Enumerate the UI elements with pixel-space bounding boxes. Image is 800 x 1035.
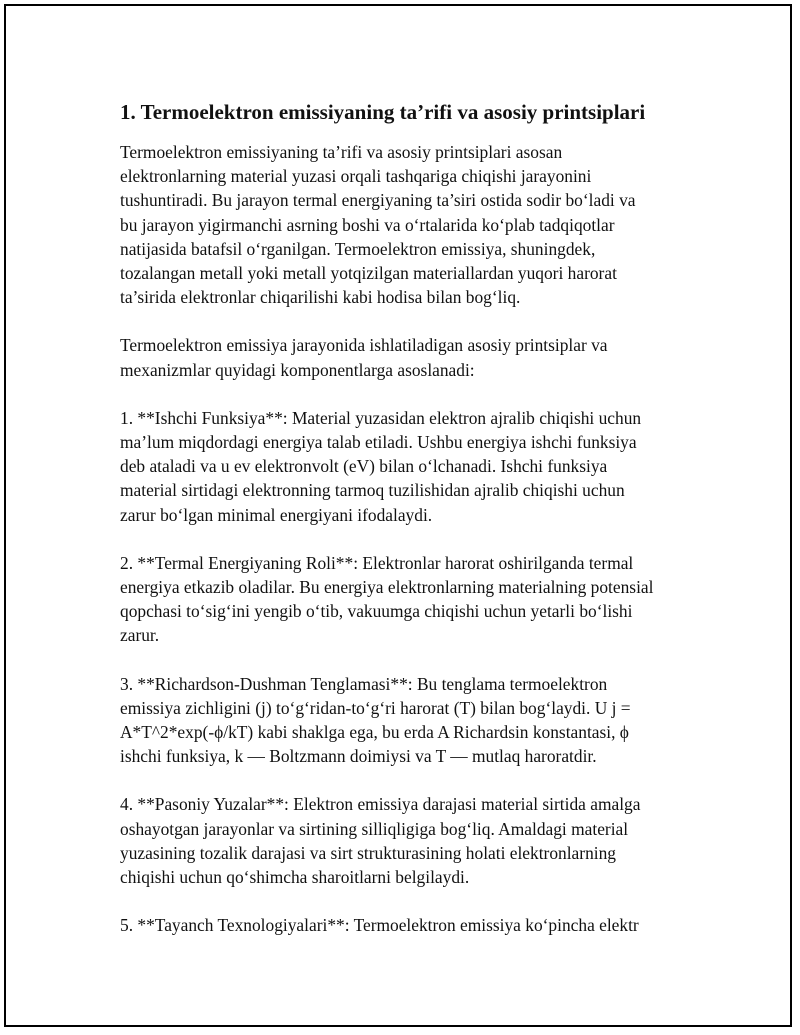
paragraph-principles-intro: [120, 333, 700, 381]
text-line: A*T^2*exp(-ϕ/kT) kabi shaklga ega, bu erda A Richardsin konstantasi, ϕ: [120, 722, 629, 743]
text-line: energiya etkazib oladilar. Bu energiya elektronlarning materialning potensial: [120, 577, 654, 598]
text-line: 1. **Ishchi Funksiya**: Material yuzasidan elektron ajralib chiqishi uchun: [120, 407, 642, 428]
paragraph-surfaces: [120, 792, 700, 889]
text-line: ishchi funksiya, k — Boltzmann doimiysi va T — mutlaq haroratdir.: [120, 746, 597, 767]
text-line: 4. **Pasoniy Yuzalar**: Elektron emissiya darajasi material sirtida amalga: [120, 794, 641, 815]
paragraph-thermal-energy: [120, 551, 700, 648]
paragraph-intro: [120, 140, 700, 309]
text-line: zarur bo‘lgan minimal energiyani ifodalaydi.: [120, 504, 433, 525]
text-line: tushuntiradi. Bu jarayon termal energiyaning ta’siri ostida sodir bo‘ladi va: [120, 190, 636, 211]
text-line: qopchasi to‘sig‘ini yengib o‘tib, vakuumga chiqishi uchun yetarli bo‘lishi: [120, 601, 633, 622]
text-line: ta’sirida elektronlar chiqarilishi kabi hodisa bilan bog‘liq.: [120, 287, 521, 308]
paragraph-richardson-dushman: [120, 672, 700, 769]
text-line: yuzasining tozalik darajasi va sirt strukturasining holati elektronlarning: [120, 842, 616, 863]
text-line: emissiya zichligini (j) to‘g‘ridan-to‘g‘ri harorat (T) bilan bog‘laydi. U j =: [120, 697, 631, 718]
text-line: Termoelektron emissiya jarayonida ishlatiladigan asosiy printsiplar va: [120, 335, 608, 356]
page-frame: [4, 4, 792, 1027]
text-line: deb ataladi va u ev elektronvolt (eV) bilan o‘lchanadi. Ishchi funksiya: [120, 456, 608, 477]
text-line: 5. **Tayanch Texnologiyalari**: Termoelektron emissiya ko‘pincha elektr: [120, 915, 639, 936]
text-line: Termoelektron emissiyaning ta’rifi va asosiy printsiplari asosan: [120, 142, 563, 162]
text-line: zarur.: [120, 625, 160, 646]
document-title: 1. Termoelektron emissiyaning ta’rifi va asosiy printsiplari: [120, 100, 646, 124]
text-line: material sirtidagi elektronning tarmoq tuzilishidan ajralib chiqishi uchun: [120, 480, 625, 501]
text-line: ma’lum miqdordagi energiya talab etiladi. Ushbu energiya ishchi funksiya: [120, 432, 637, 453]
text-line: tozalangan metall yoki metall yotqizilgan materiallardan yuqori harorat: [120, 263, 617, 284]
text-line: 3. **Richardson-Dushman Tenglamasi**: Bu tenglama termoelektron: [120, 673, 608, 694]
text-line: oshayotgan jarayonlar va sirtining silliqligiga bog‘liq. Amaldagi material: [120, 818, 629, 839]
text-line: mexanizmlar quyidagi komponentlarga asoslanadi:: [120, 359, 475, 380]
text-line: elektronlarning material yuzasi orqali tashqariga chiqishi jarayonini: [120, 166, 592, 187]
text-line: bu jarayon yigirmanchi asrning boshi va o‘rtalarida ko‘plab tadqiqotlar: [120, 214, 615, 235]
document-body: [120, 98, 700, 961]
paragraph-technologies: [120, 913, 700, 937]
text-line: chiqishi uchun qo‘shimcha sharoitlarni belgilaydi.: [120, 867, 470, 888]
text-line: 2. **Termal Energiyaning Roli**: Elektronlar harorat oshirilganda termal: [120, 552, 634, 573]
paragraph-work-function: [120, 406, 700, 527]
text-line: natijasida batafsil o‘rganilgan. Termoelektron emissiya, shuningdek,: [120, 238, 596, 259]
